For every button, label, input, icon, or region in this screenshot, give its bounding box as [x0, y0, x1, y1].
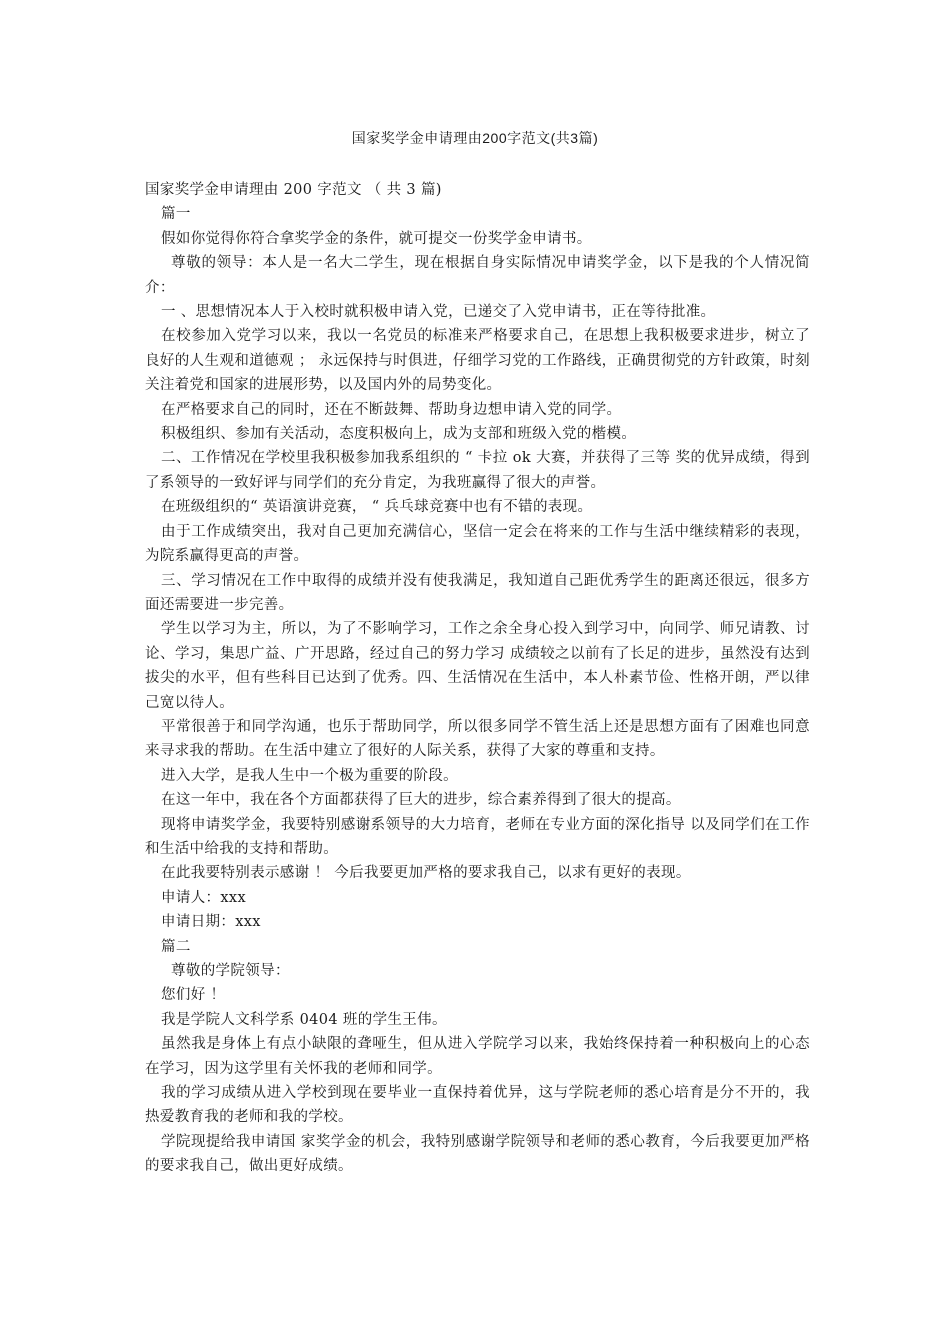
paragraph: 现将申请奖学金，我要特别感谢系领导的大力培育，老师在专业方面的深化指导 以及同学们在工作和生活中给我的支持和帮助。	[145, 816, 810, 857]
paragraph: 在严格要求自己的同时，还在不断鼓舞、帮助身边想申请入党的同学。	[161, 401, 622, 418]
paragraph: 国家奖学金申请理由 200 字范文 （ 共 3 篇)	[145, 182, 442, 198]
paragraph: 一 、思想情况本人于入校时就积极申请入党，已递交了入党申请书，正在等待批准。	[161, 304, 716, 321]
document-body	[145, 178, 810, 1179]
paragraph: 进入大学，是我人生中一个极为重要的阶段。	[161, 767, 458, 784]
paragraph: 篇二	[161, 938, 191, 955]
paragraph: 在班级组织的“ 英语演讲竞赛， “ 兵乓球竞赛中也有不错的表现。	[161, 499, 593, 516]
paragraph: 申请人：xxx	[161, 889, 246, 906]
paragraph: 申请日期：xxx	[161, 914, 261, 931]
paragraph: 尊敬的领导：本人是一名大二学生，现在根据自身实际情况申请奖学金，以下是我的个人情况简介：	[145, 255, 810, 296]
paragraph: 学生以学习为主，所以，为了不影响学习，工作之余全身心投入到学习中，向同学、师兄请教、讨论、学习，集思广益、广开思路，经过自己的努力学习 成绩较之以前有了长足的进步，虽然没有达到拔尖的水平，但有些科目已达到了优秀。四、生活情况在生活中，本人朴素节俭、性格开朗，严以律己宽以待人。	[145, 621, 810, 711]
paragraph: 虽然我是身体上有点小缺限的聋哑生，但从进入学院学习以来，我始终保持着一种积极向上的心态在学习，因为这学里有关怀我的老师和同学。	[145, 1036, 810, 1077]
paragraph: 在此我要特别表示感谢 ！ 今后我要更加严格的要求我自己，以求有更好的表现。	[161, 865, 691, 882]
paragraph: 积极组织、参加有关活动，态度积极向上，成为支部和班级入党的楷模。	[161, 426, 637, 443]
paragraph: 平常很善于和同学沟通，也乐于帮助同学，所以很多同学不管生活上还是思想方面有了困难也同意来寻求我的帮助。在生活中建立了很好的人际关系，获得了大家的尊重和支持。	[145, 718, 810, 760]
paragraph: 我的学习成绩从进入学校到现在要毕业一直保持着优异，这与学院老师的悉心培育是分不开的，我热爱教育我的老师和我的学校。	[145, 1085, 810, 1126]
paragraph: 学院现提给我申请国 家奖学金的机会，我特别感谢学院领导和老师的悉心教育，今后我要更加严格的要求我自己，做出更好成绩。	[145, 1133, 810, 1175]
paragraph: 篇一	[161, 206, 191, 223]
paragraph: 尊敬的学院领导：	[171, 963, 290, 979]
paragraph: 我是学院人文科学系 0404 班的学生王伟。	[161, 1011, 447, 1028]
paragraph: 在校参加入党学习以来，我以一名党员的标准来严格要求自己，在思想上我积极要求进步，树立了良好的人生观和道德观 ； 永远保持与时俱进，仔细学习党的工作路线，正确贯彻党的方针政策，时刻关注着党和国家的进展形势，以及国内外的局势变化。	[145, 328, 810, 394]
paragraph: 由于工作成绩突出，我对自己更加充满信心，坚信一定会在将来的工作与生活中继续精彩的表现，为院系赢得更高的声誉。	[145, 523, 810, 565]
paragraph: 假如你觉得你符合拿奖学金的条件，就可提交一份奖学金申请书。	[161, 230, 592, 247]
document-title: 国家奖学金申请理由200字范文(共3篇)	[351, 130, 599, 146]
paragraph: 您们好 ！	[161, 987, 226, 1004]
paragraph: 在这一年中，我在各个方面都获得了巨大的进步，综合素养得到了很大的提高。	[161, 792, 681, 809]
paragraph: 三、学习情况在工作中取得的成绩并没有使我满足，我知道自己距优秀学生的距离还很远，很多方面还需要进一步完善。	[145, 572, 810, 613]
paragraph: 二、工作情况在学校里我积极参加我系组织的 “ 卡拉 ok 大赛，并获得了三等 奖的优异成绩，得到了系领导的一致好评与同学们的充分肯定，为我班赢得了很大的声誉。	[145, 450, 810, 491]
